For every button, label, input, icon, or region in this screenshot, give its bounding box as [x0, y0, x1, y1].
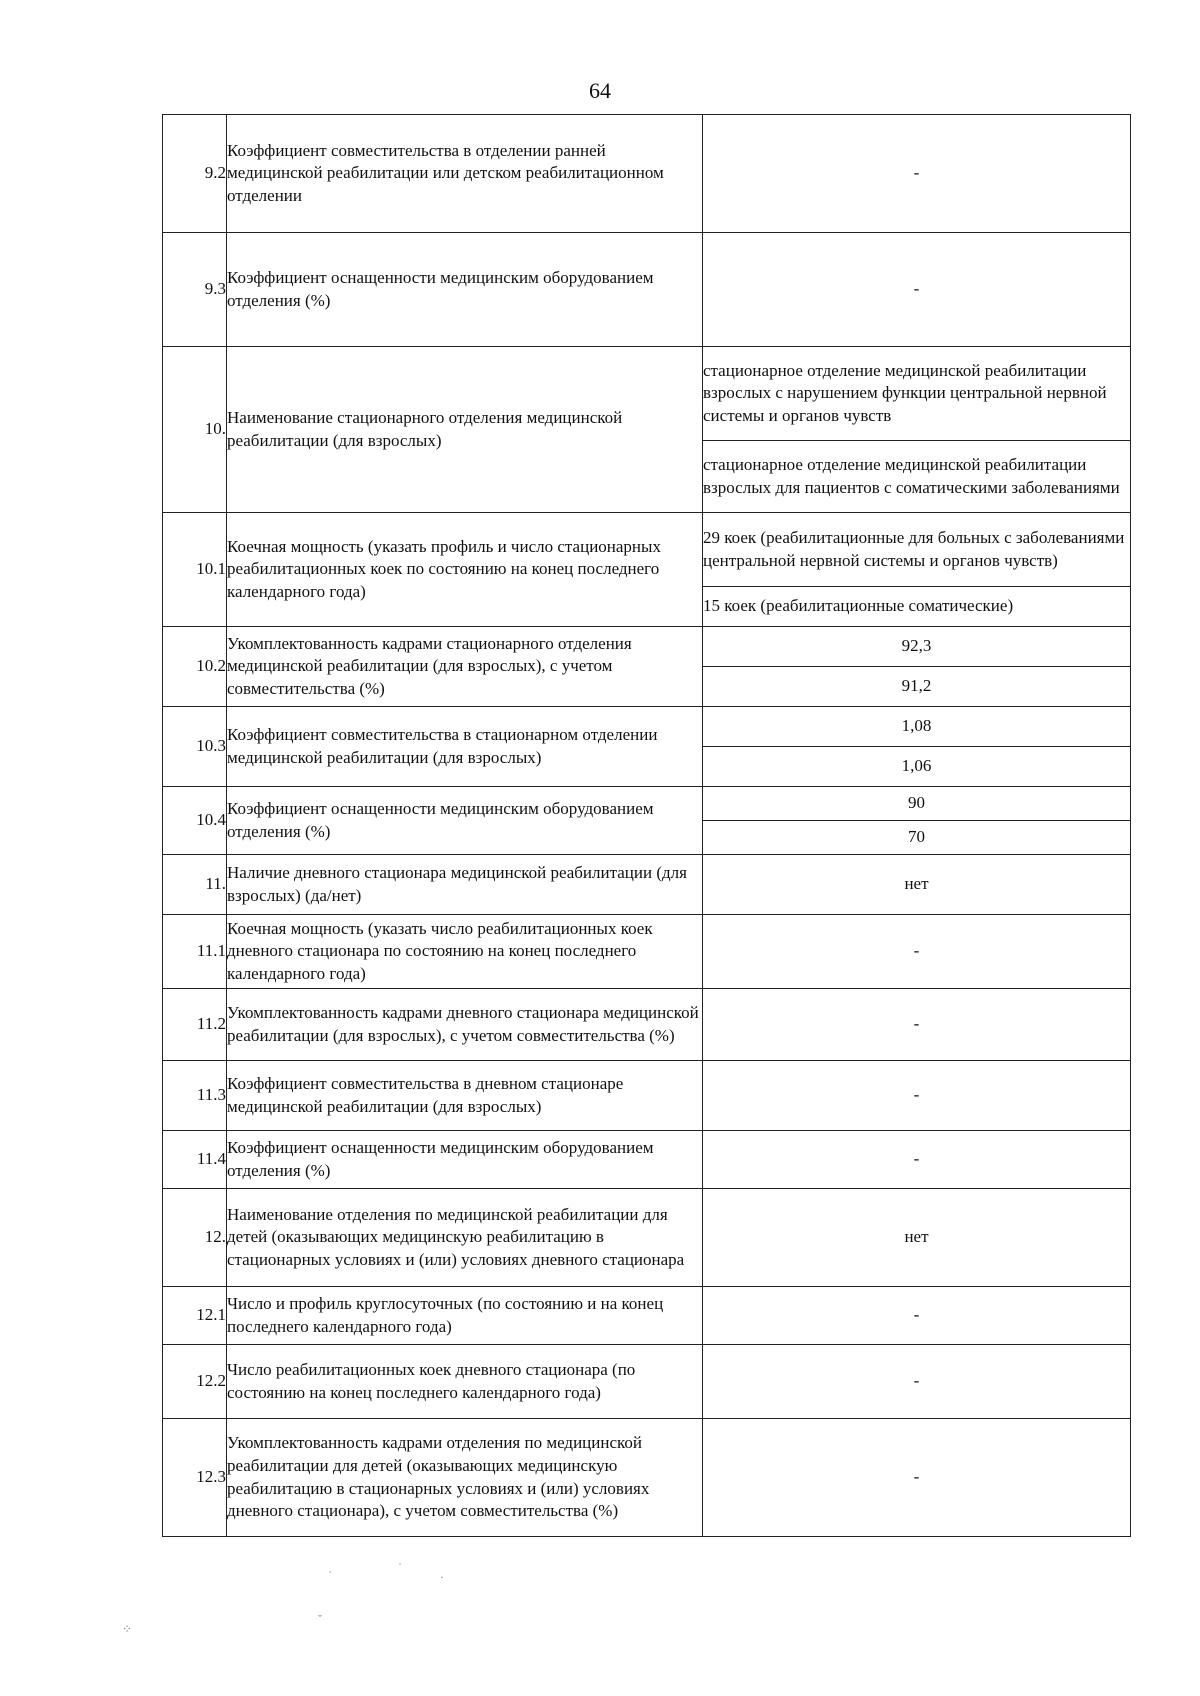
- row-description: Наименование стационарного отделения медицинской реабилитации (для взрослых): [227, 347, 703, 513]
- row-description: Укомплектованность кадрами отделения по медицинской реабилитации для детей (оказывающих медицинскую реабилитацию в стационарных условиях и (или) условиях дневного стационара), с учетом совместительства (%): [227, 1419, 703, 1537]
- row-value: -: [703, 1419, 1131, 1537]
- row-number: 12.1: [163, 1287, 227, 1345]
- row-value: 29 коек (реабилитационные для больных с заболеваниями центральной нервной системы и органов чувств): [703, 513, 1131, 587]
- row-value: 70: [703, 821, 1131, 855]
- row-description: Укомплектованность кадрами стационарного отделения медицинской реабилитации (для взрослых), с учетом совместительства (%): [227, 627, 703, 707]
- row-value: -: [703, 915, 1131, 989]
- row-value: -: [703, 233, 1131, 347]
- row-number: 10.1: [163, 513, 227, 627]
- scan-artifact: ˘: [318, 1612, 322, 1626]
- row-number: 12.3: [163, 1419, 227, 1537]
- row-description: Коэффициент совместительства в отделении ранней медицинской реабилитации или детском реабилитационном отделении: [227, 115, 703, 233]
- row-description: Коэффициент оснащенности медицинским оборудованием отделения (%): [227, 787, 703, 855]
- row-number: 11.: [163, 855, 227, 915]
- row-value: -: [703, 1345, 1131, 1419]
- row-value: -: [703, 989, 1131, 1061]
- row-value: нет: [703, 855, 1131, 915]
- table-row: [163, 627, 1131, 667]
- row-description: Коэффициент совместительства в стационарном отделении медицинской реабилитации (для взрослых): [227, 707, 703, 787]
- row-description: Число реабилитационных коек дневного стационара (по состоянию на конец последнего календарного года): [227, 1345, 703, 1419]
- row-description: Укомплектованность кадрами дневного стационара медицинской реабилитации (для взрослых), с учетом совместительства (%): [227, 989, 703, 1061]
- row-description: Коечная мощность (указать профиль и число стационарных реабилитационных коек по состоянию на конец последнего календарного года): [227, 513, 703, 627]
- row-value: -: [703, 115, 1131, 233]
- row-number: 10.4: [163, 787, 227, 855]
- row-number: 10.3: [163, 707, 227, 787]
- row-number: 12.: [163, 1189, 227, 1287]
- row-value: 91,2: [703, 667, 1131, 707]
- row-value: 1,08: [703, 707, 1131, 747]
- row-number: 9.3: [163, 233, 227, 347]
- row-value: стационарное отделение медицинской реабилитации взрослых для пациентов с соматическими заболеваниями: [703, 441, 1131, 513]
- row-description: Коэффициент совместительства в дневном стационаре медицинской реабилитации (для взрослых): [227, 1061, 703, 1131]
- row-number: 12.2: [163, 1345, 227, 1419]
- row-number: 11.4: [163, 1131, 227, 1189]
- row-description: Наименование отделения по медицинской реабилитации для детей (оказывающих медицинскую реабилитацию в стационарных условиях и (или) условиях дневного стационара: [227, 1189, 703, 1287]
- scan-artifact: ·: [440, 1570, 444, 1584]
- row-description: Коэффициент оснащенности медицинским оборудованием отделения (%): [227, 1131, 703, 1189]
- row-value: нет: [703, 1189, 1131, 1287]
- table-row: [163, 1131, 1131, 1189]
- table-row: [163, 1419, 1131, 1537]
- row-value: 90: [703, 787, 1131, 821]
- table-row: [163, 115, 1131, 233]
- row-number: 11.2: [163, 989, 227, 1061]
- row-value: 15 коек (реабилитационные соматические): [703, 587, 1131, 627]
- table-row: [163, 347, 1131, 441]
- scan-artifact: ˙: [398, 1560, 402, 1574]
- row-description: Коечная мощность (указать число реабилитационных коек дневного стационара по состоянию на конец последнего календарного года): [227, 915, 703, 989]
- table-row: [163, 787, 1131, 821]
- row-value: -: [703, 1131, 1131, 1189]
- row-value: 92,3: [703, 627, 1131, 667]
- table-row: [163, 1345, 1131, 1419]
- row-value: 1,06: [703, 747, 1131, 787]
- row-number: 11.3: [163, 1061, 227, 1131]
- row-value: стационарное отделение медицинской реабилитации взрослых с нарушением функции центральной нервной системы и органов чувств: [703, 347, 1131, 441]
- table-row: [163, 855, 1131, 915]
- scan-artifact: ˙: [328, 1568, 332, 1582]
- table-row: [163, 1189, 1131, 1287]
- row-number: 10.: [163, 347, 227, 513]
- table-row: [163, 1287, 1131, 1345]
- table-row: [163, 707, 1131, 747]
- page-number: 64: [589, 78, 611, 103]
- row-description: Наличие дневного стационара медицинской реабилитации (для взрослых) (да/нет): [227, 855, 703, 915]
- row-description: Коэффициент оснащенности медицинским оборудованием отделения (%): [227, 233, 703, 347]
- row-number: 10.2: [163, 627, 227, 707]
- row-number: 11.1: [163, 915, 227, 989]
- table-row: [163, 1061, 1131, 1131]
- table-row: [163, 233, 1131, 347]
- indicators-table: [162, 114, 1131, 1537]
- row-value: -: [703, 1061, 1131, 1131]
- scan-artifact: ⁘: [122, 1622, 133, 1636]
- table-row: [163, 915, 1131, 989]
- table-row: [163, 513, 1131, 587]
- table-row: [163, 989, 1131, 1061]
- row-number: 9.2: [163, 115, 227, 233]
- row-description: Число и профиль круглосуточных (по состоянию и на конец последнего календарного года): [227, 1287, 703, 1345]
- row-value: -: [703, 1287, 1131, 1345]
